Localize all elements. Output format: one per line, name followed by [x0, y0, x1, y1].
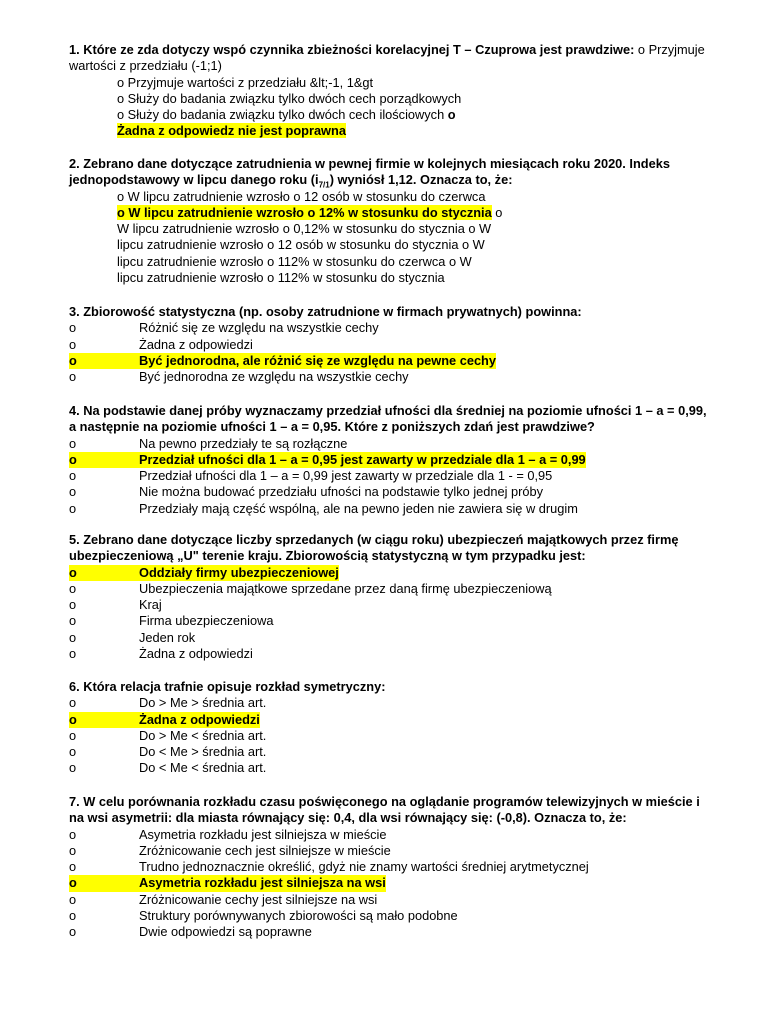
question-7-option: o Dwie odpowiedzi są poprawne [69, 924, 312, 940]
question-2-line-3: o W lipcu zatrudnienie wzrosło o 12 osób w stosunku do czerwca [117, 188, 486, 204]
question-6-option: o Do > Me > średnia art. [69, 695, 267, 711]
question-2-line-4-tail: o [491, 204, 503, 220]
question-4-option: o Nie można budować przedziału ufności na podstawie tylko jednej próby [69, 484, 544, 500]
question-7 [69, 794, 709, 941]
question-1-title-tail: o Przyjmuje [634, 42, 705, 57]
question-6-option: o Do < Me < średnia art. [69, 760, 267, 776]
question-4-option: o Na pewno przedziały te są rozłączne [69, 435, 348, 451]
question-1-option-3: o Służy do badania związku tylko dwóch cech ilościowych [117, 107, 448, 123]
question-5-title-line-1: 5. Zebrano dane dotyczące liczby sprzedanych (w ciągu roku) ubezpieczeń majątkowych przez firmę [69, 532, 679, 547]
question-3-option: o Być jednorodna ze względu na wszystkie cechy [69, 369, 409, 385]
question-7-option: o Struktury porównywanych zbiorowości są mało podobne [69, 908, 458, 924]
question-2-title-line-1: 2. Zebrano dane dotyczące zatrudnienia w pewnej firmie w kolejnych miesiącach roku 2020. Indeks [69, 156, 670, 171]
question-4-title-line-1: 4. Na podstawie danej próby wyznaczamy przedział ufności dla średniej na poziomie ufności 1 – a = 0,99, [69, 403, 707, 418]
question-7-option: o Zróżnicowanie cech jest silniejsze w mieście [69, 842, 391, 858]
question-3 [69, 304, 709, 385]
question-5-option: o Ubezpieczenia majątkowe sprzedane przez daną firmę ubezpieczeniową [69, 580, 552, 596]
question-3-option: o Różnić się ze względu na wszystkie cechy [69, 320, 379, 336]
question-5-title-line-2: ubezpieczeniową „U" terenie kraju. Zbiorowością statystyczną w tym przypadku jest: [69, 548, 586, 564]
question-6-option: o Do > Me < średnia art. [69, 727, 267, 743]
question-1 [69, 42, 709, 140]
question-6-correct-answer: o Żadna z odpowiedzi [69, 711, 260, 727]
question-2-line-6: lipcu zatrudnienie wzrosło o 12 osób w stosunku do stycznia o W [117, 237, 485, 253]
question-5-correct-answer: o Oddziały firmy ubezpieczeniowej [69, 564, 339, 580]
question-7-correct-answer: o Asymetria rozkładu jest silniejsza na wsi [69, 875, 386, 891]
question-4 [69, 403, 709, 517]
question-3-correct-answer: o Być jednorodna, ale różnić się ze względu na pewne cechy [69, 352, 496, 368]
question-2-title-line-2: jednopodstawowy w lipcu danego roku $(i_{7/1})$ wyniósł 1,12. Oznacza to, że: [69, 172, 513, 190]
question-6-title: 6. Która relacja trafnie opisuje rozkład symetryczny: [69, 679, 386, 694]
question-1-option-2: o Służy do badania związku tylko dwóch cech porządkowych [117, 90, 462, 106]
question-4-option: o Przedziały mają część wspólną, ale na pewno jeden nie zawiera się w drugim [69, 500, 578, 516]
question-6 [69, 679, 709, 777]
question-2-line-8: lipcu zatrudnienie wzrosło o 112% w stosunku do stycznia [117, 270, 445, 286]
question-6-option: o Do < Me > średnia art. [69, 744, 267, 760]
question-5-option: o Kraj [69, 597, 162, 613]
question-2-line-7: lipcu zatrudnienie wzrosło o 112% w stosunku do czerwca o W [117, 253, 472, 269]
question-1-option-1: o Przyjmuje wartości z przedziału &lt;-1, 1&gt [117, 74, 374, 90]
question-5 [69, 532, 709, 662]
question-1-option-3-bullet: o [447, 107, 456, 123]
question-4-option: o Przedział ufności dla 1 – a = 0,99 jest zawarty w przedziale dla 1 - = 0,95 [69, 468, 553, 484]
question-1-line-2: wartości z przedziału (-1;1) [69, 58, 222, 74]
question-2-correct-answer: o W lipcu zatrudnienie wzrosło o 12% w stosunku do stycznia [117, 204, 492, 220]
question-2-line-5: W lipcu zatrudnienie wzrosło o 0,12% w stosunku do stycznia o W [117, 221, 492, 237]
question-4-correct-answer: o Przedział ufności dla 1 – a = 0,95 jest zawarty w przedziale dla 1 – a = 0,99 [69, 451, 586, 467]
question-7-option: o Zróżnicowanie cechy jest silniejsze na wsi [69, 891, 378, 907]
question-5-option: o Firma ubezpieczeniowa [69, 613, 274, 629]
question-3-title: 3. Zbiorowość statystyczna (np. osoby zatrudnione w firmach prywatnych) powinna: [69, 304, 582, 319]
question-4-title-line-2: a następnie na poziomie ufności 1 – a = 0,95. Które z poniższych zdań jest prawdziwe? [69, 419, 595, 435]
question-3-option: o Żadna z odpowiedzi [69, 336, 253, 352]
question-7-title-line-1: 7. W celu porównania rozkładu czasu poświęconego na oglądanie programów telewizyjnych w mieście i [69, 794, 700, 809]
question-7-title-line-2: na wsi asymetrii: dla miasta równający się: 0,4, dla wsi równający się: (-0,8). Oznacza to, że: [69, 810, 627, 826]
question-7-option: o Trudno jednoznacznie określić, gdyż nie znamy wartości średniej arytmetycznej [69, 859, 589, 875]
question-1-correct-answer: Żadna z odpowiedz nie jest poprawna [117, 123, 346, 139]
question-1-title: 1. Które ze zda dotyczy wspó czynnika zbieżności korelacyjnej T – Czuprowa jest prawdziwe: [69, 42, 635, 57]
question-7-option: o Asymetria rozkładu jest silniejsza w mieście [69, 826, 387, 842]
question-2 [69, 156, 709, 286]
question-5-option: o Żadna z odpowiedzi [69, 646, 253, 662]
question-5-option: o Jeden rok [69, 629, 196, 645]
